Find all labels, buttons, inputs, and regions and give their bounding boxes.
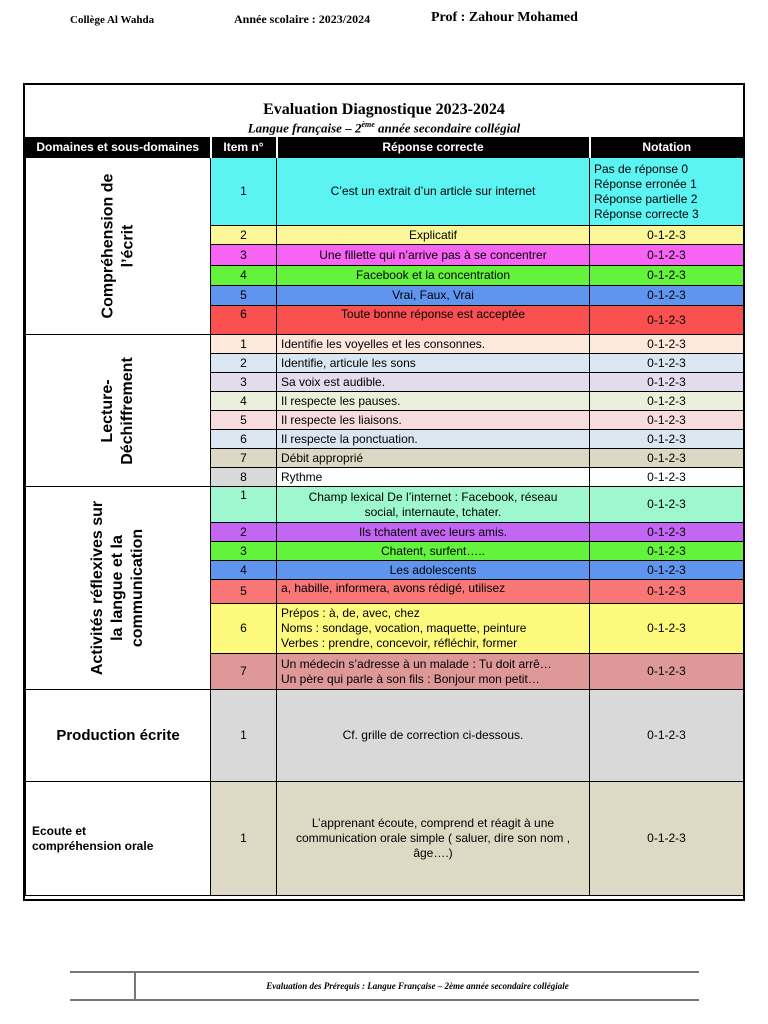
subtitle-part1: Langue française – 2	[247, 120, 362, 136]
notation-cell: 0-1-2-3	[590, 654, 744, 690]
answer-cell: Explicatif	[277, 226, 590, 245]
notation-line: Pas de réponse 0	[594, 161, 689, 176]
answer-cell: Il respecte la ponctuation.	[277, 430, 590, 449]
item-number: 6	[211, 604, 277, 654]
col-header-reponse: Réponse correcte	[277, 138, 590, 158]
page-footer	[70, 971, 699, 1001]
answer-cell: Il respecte les pauses.	[277, 392, 590, 411]
notation-cell: 0-1-2-3	[590, 782, 744, 896]
col-header-domaines: Domaines et sous-domaines	[26, 138, 211, 158]
item-number: 3	[211, 542, 277, 561]
answer-cell: Cf. grille de correction ci-dessous.	[277, 690, 590, 782]
item-number: 1	[211, 158, 277, 226]
answer-line: Noms : sondage, vocation, maquette, peinture	[281, 621, 527, 635]
item-number: 6	[211, 430, 277, 449]
notation-cell: 0-1-2-3	[590, 266, 744, 286]
answer-cell: Vrai, Faux, Vrai	[277, 286, 590, 306]
answer-cell: Débit approprié	[277, 449, 590, 468]
domain-label	[88, 501, 148, 675]
notation-cell: 0-1-2-3	[590, 306, 744, 335]
notation-cell: 0-1-2-3	[590, 373, 744, 392]
answer-cell: Identifie les voyelles et les consonnes.	[277, 335, 590, 354]
domain-label: Production écrite	[56, 726, 180, 744]
answer-cell: Une fillette qui n’arrive pas à se concentrer	[277, 245, 590, 266]
answer-line: Champ lexical De l’internet : Facebook, réseau	[308, 489, 558, 504]
item-number: 4	[211, 392, 277, 411]
table-row	[26, 487, 744, 523]
item-number: 5	[211, 286, 277, 306]
notation-cell: 0-1-2-3	[590, 335, 744, 354]
notation-cell: 0-1-2-3	[590, 226, 744, 245]
teacher-name: Prof : Zahour Mohamed	[431, 10, 578, 25]
item-number: 4	[211, 561, 277, 580]
answer-cell: a, habille, informera, avons rédigé, utilisez	[277, 580, 590, 604]
school-year-value: : 2023/2024	[308, 12, 371, 26]
item-number: 7	[211, 654, 277, 690]
item-number: 5	[211, 411, 277, 430]
answer-cell: Il respecte les liaisons.	[277, 411, 590, 430]
domain-line: l’écrit	[119, 224, 136, 268]
notation-cell: 0-1-2-3	[590, 468, 744, 487]
answer-cell: Rythme	[277, 468, 590, 487]
answer-line: communication orale simple ( saluer, dire son nom ,	[295, 831, 571, 845]
domain-line: Ecoute et	[32, 823, 87, 838]
domain-label	[98, 174, 138, 319]
school-year	[234, 12, 370, 27]
answer-line: Un père qui parle à son fils : Bonjour mon petit…	[281, 671, 540, 686]
notation-line: Réponse erronée 1	[594, 176, 697, 191]
notation-cell: 0-1-2-3	[590, 245, 744, 266]
item-number: 1	[211, 335, 277, 354]
item-number: 2	[211, 354, 277, 373]
notation-cell: 0-1-2-3	[590, 411, 744, 430]
domain-line: Activités réflexives sur	[88, 500, 106, 676]
table-row	[26, 158, 744, 226]
table-row	[26, 335, 744, 354]
answer-cell	[277, 487, 590, 523]
notation-cell: 0-1-2-3	[590, 523, 744, 542]
col-header-item: Item n°	[211, 138, 277, 158]
domain-activites-reflexives	[26, 487, 211, 690]
item-number: 1	[211, 487, 277, 523]
item-number: 4	[211, 266, 277, 286]
item-number: 6	[211, 306, 277, 335]
domain-line: compréhension orale	[32, 838, 154, 853]
domain-label	[98, 357, 138, 465]
table-row	[26, 690, 744, 782]
answer-line: âge….)	[413, 846, 453, 860]
footer-text: Evaluation des Prérequis : Langue Française – 2ème année secondaire collégiale	[266, 981, 569, 991]
answer-cell: C’est un extrait d’un article sur internet	[277, 158, 590, 226]
evaluation-document	[23, 83, 745, 901]
notation-cell: 0-1-2-3	[590, 286, 744, 306]
domain-ecoute-comprehension-orale	[26, 782, 211, 896]
subtitle-sup: ème	[361, 120, 375, 129]
item-number: 3	[211, 373, 277, 392]
item-number: 1	[211, 690, 277, 782]
domain-production-ecrite	[26, 690, 211, 782]
answer-cell: Chatent, surfent…..	[277, 542, 590, 561]
answer-line: Verbes : prendre, concevoir, réfléchir, former	[281, 636, 518, 650]
item-number: 2	[211, 226, 277, 245]
item-number: 8	[211, 468, 277, 487]
table-row	[26, 782, 744, 896]
item-number: 7	[211, 449, 277, 468]
notation-cell: 0-1-2-3	[590, 580, 744, 604]
school-year-label: Année scolaire	[234, 12, 309, 26]
item-number: 5	[211, 580, 277, 604]
notation-cell	[590, 158, 744, 226]
answer-line: L’apprenant écoute, comprend et réagit à une	[311, 816, 555, 830]
domain-line: Déchiffrement	[118, 356, 136, 465]
notation-cell: 0-1-2-3	[590, 392, 744, 411]
college-name: Collège Al Wahda	[70, 14, 155, 26]
table-header-row	[26, 138, 744, 158]
item-number: 2	[211, 523, 277, 542]
title-block	[25, 85, 743, 137]
notation-cell: 0-1-2-3	[590, 561, 744, 580]
notation-cell: 0-1-2-3	[590, 430, 744, 449]
answer-cell: Ils tchatent avec leurs amis.	[277, 523, 590, 542]
answer-cell: Les adolescents	[277, 561, 590, 580]
answer-cell	[277, 782, 590, 896]
answer-cell: Sa voix est audible.	[277, 373, 590, 392]
domain-line: communication	[128, 528, 146, 648]
answer-line: social, internaute, tchater.	[364, 504, 502, 519]
answer-line: Un médecin s’adresse à un malade : Tu doit arrê…	[281, 656, 552, 671]
answer-line: Prépos : à, de, avec, chez	[281, 606, 420, 620]
domain-line: la langue et la	[108, 535, 126, 641]
answer-cell: Facebook et la concentration	[277, 266, 590, 286]
notation-cell: 0-1-2-3	[590, 487, 744, 523]
notation-cell: 0-1-2-3	[590, 449, 744, 468]
subtitle-part2: année secondaire collégial	[374, 120, 521, 136]
notation-line: Réponse correcte 3	[594, 206, 699, 221]
domain-comprehension-ecrit	[26, 158, 211, 335]
answer-cell	[277, 654, 590, 690]
answer-cell	[277, 604, 590, 654]
notation-cell: 0-1-2-3	[590, 354, 744, 373]
item-number: 1	[211, 782, 277, 896]
answer-cell: Identifie, articule les sons	[277, 354, 590, 373]
page-subtitle	[25, 120, 743, 136]
answer-cell: Toute bonne réponse est acceptée	[277, 306, 590, 335]
domain-line: Compréhension de	[99, 173, 116, 319]
notation-cell: 0-1-2-3	[590, 542, 744, 561]
notation-cell: 0-1-2-3	[590, 604, 744, 654]
domain-lecture-dechiffrement	[26, 335, 211, 487]
page-title: Evaluation Diagnostique 2023-2024	[263, 101, 505, 118]
item-number: 3	[211, 245, 277, 266]
col-header-notation: Notation	[590, 138, 744, 158]
notation-cell: 0-1-2-3	[590, 690, 744, 782]
domain-line: Lecture-	[98, 378, 116, 443]
evaluation-table	[25, 137, 744, 896]
notation-line: Réponse partielle 2	[594, 191, 698, 206]
